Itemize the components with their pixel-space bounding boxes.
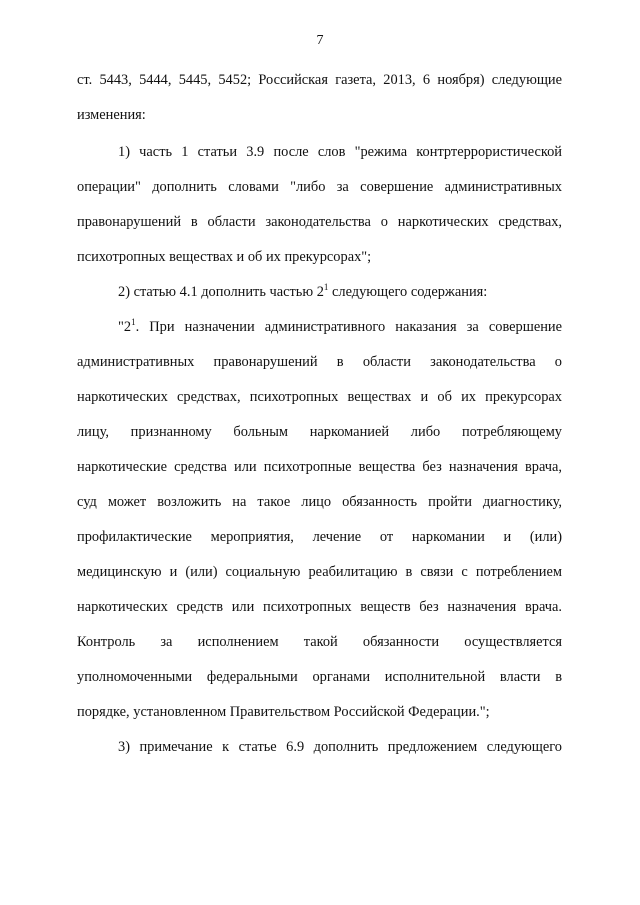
paragraph-line: наркотических средствах, психотропных веществах и об их прекурсорах bbox=[77, 389, 562, 405]
paragraph-line: 3) примечание к статье 6.9 дополнить предложением следующего bbox=[118, 739, 562, 755]
paragraph-line: административных правонарушений в области законодательства о bbox=[77, 354, 562, 370]
paragraph-line: психотропных веществах и об их прекурсорах"; bbox=[77, 249, 372, 265]
superscript: 1 bbox=[131, 317, 136, 327]
paragraph-line: 1) часть 1 статьи 3.9 после слов "режима контртеррористической bbox=[118, 144, 562, 160]
paragraph-line: изменения: bbox=[77, 107, 146, 123]
superscript: 1 bbox=[323, 282, 329, 292]
paragraph-line: Контроль за исполнением такой обязанности осуществляется bbox=[77, 634, 562, 650]
paragraph-line: правонарушений в области законодательства о наркотических средствах, bbox=[77, 214, 562, 230]
text-run bbox=[118, 318, 136, 336]
paragraph-line: наркотические средства или психотропные вещества без назначения врача, bbox=[77, 459, 562, 475]
text-run: следующего содержания: bbox=[328, 284, 488, 300]
paragraph-line: ст. 5443, 5444, 5445, 5452; Российская газета, 2013, 6 ноября) следующие bbox=[77, 72, 562, 88]
text-run: "2 bbox=[118, 319, 132, 335]
paragraph-line: наркотических средств или психотропных веществ без назначения врача. bbox=[77, 599, 562, 615]
paragraph-line: профилактические мероприятия, лечение от наркомании и (или) bbox=[77, 529, 562, 545]
paragraph-line: уполномоченными федеральными органами исполнительной власти в bbox=[77, 669, 562, 685]
paragraph-line: суд может возложить на такое лицо обязанность пройти диагностику, bbox=[77, 494, 562, 510]
paragraph-line bbox=[118, 318, 562, 336]
text-run: . При назначении административного наказания за совершение bbox=[135, 319, 562, 335]
paragraph-line: операции" дополнить словами "либо за совершение административных bbox=[77, 179, 562, 195]
paragraph-line: порядке, установленном Правительством Российской Федерации."; bbox=[77, 704, 490, 720]
page-number: 7 bbox=[316, 33, 324, 48]
paragraph-line bbox=[118, 283, 487, 301]
text-run: 2) статью 4.1 дополнить частью 2 bbox=[118, 284, 324, 300]
paragraph-line: лицу, признанному больным наркоманией либо потребляющему bbox=[77, 424, 562, 440]
paragraph-line: медицинскую и (или) социальную реабилитацию в связи с потреблением bbox=[77, 564, 562, 580]
